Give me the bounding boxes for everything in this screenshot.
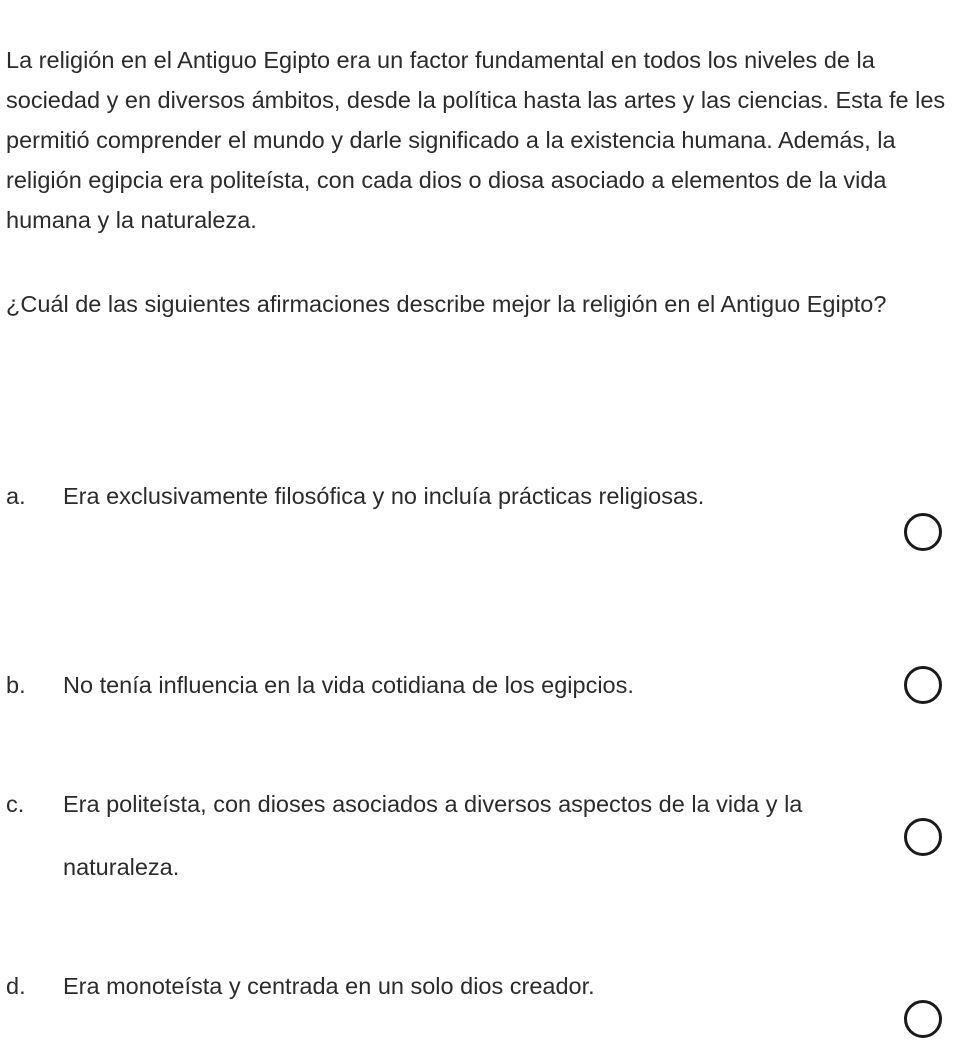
option-c-radio[interactable] bbox=[904, 818, 942, 856]
option-d-radio[interactable] bbox=[904, 1000, 942, 1038]
passage-text: La religión en el Antiguo Egipto era un factor fundamental en todos los niveles de la sociedad y en diversos ámbitos, desde la política hasta las artes y las ciencias. Esta fe les permitió comprender el mundo y darle significado a la existencia humana. Además, la religión egipcia era politeísta, con cada dios o diosa asociado a elementos de la vida humana y la naturaleza. bbox=[6, 47, 946, 233]
option-a-letter: a. bbox=[6, 483, 26, 509]
option-b-text: No tenía influencia en la vida cotidiana de los egipcios. bbox=[63, 672, 634, 698]
option-c-letter: c. bbox=[6, 791, 25, 817]
option-b-letter: b. bbox=[6, 672, 26, 698]
option-a-text: Era exclusivamente filosófica y no incluía prácticas religiosas. bbox=[63, 483, 705, 509]
option-a-radio[interactable] bbox=[904, 513, 942, 551]
question-text: ¿Cuál de las siguientes afirmaciones describe mejor la religión en el Antiguo Egipto? bbox=[6, 291, 887, 317]
option-d-letter: d. bbox=[6, 973, 26, 999]
option-c-text: Era politeísta, con dioses asociados a diversos aspectos de la vida y la naturaleza. bbox=[63, 791, 803, 880]
option-d-text: Era monoteísta y centrada en un solo dios creador. bbox=[63, 973, 595, 999]
option-b-radio[interactable] bbox=[904, 666, 942, 704]
